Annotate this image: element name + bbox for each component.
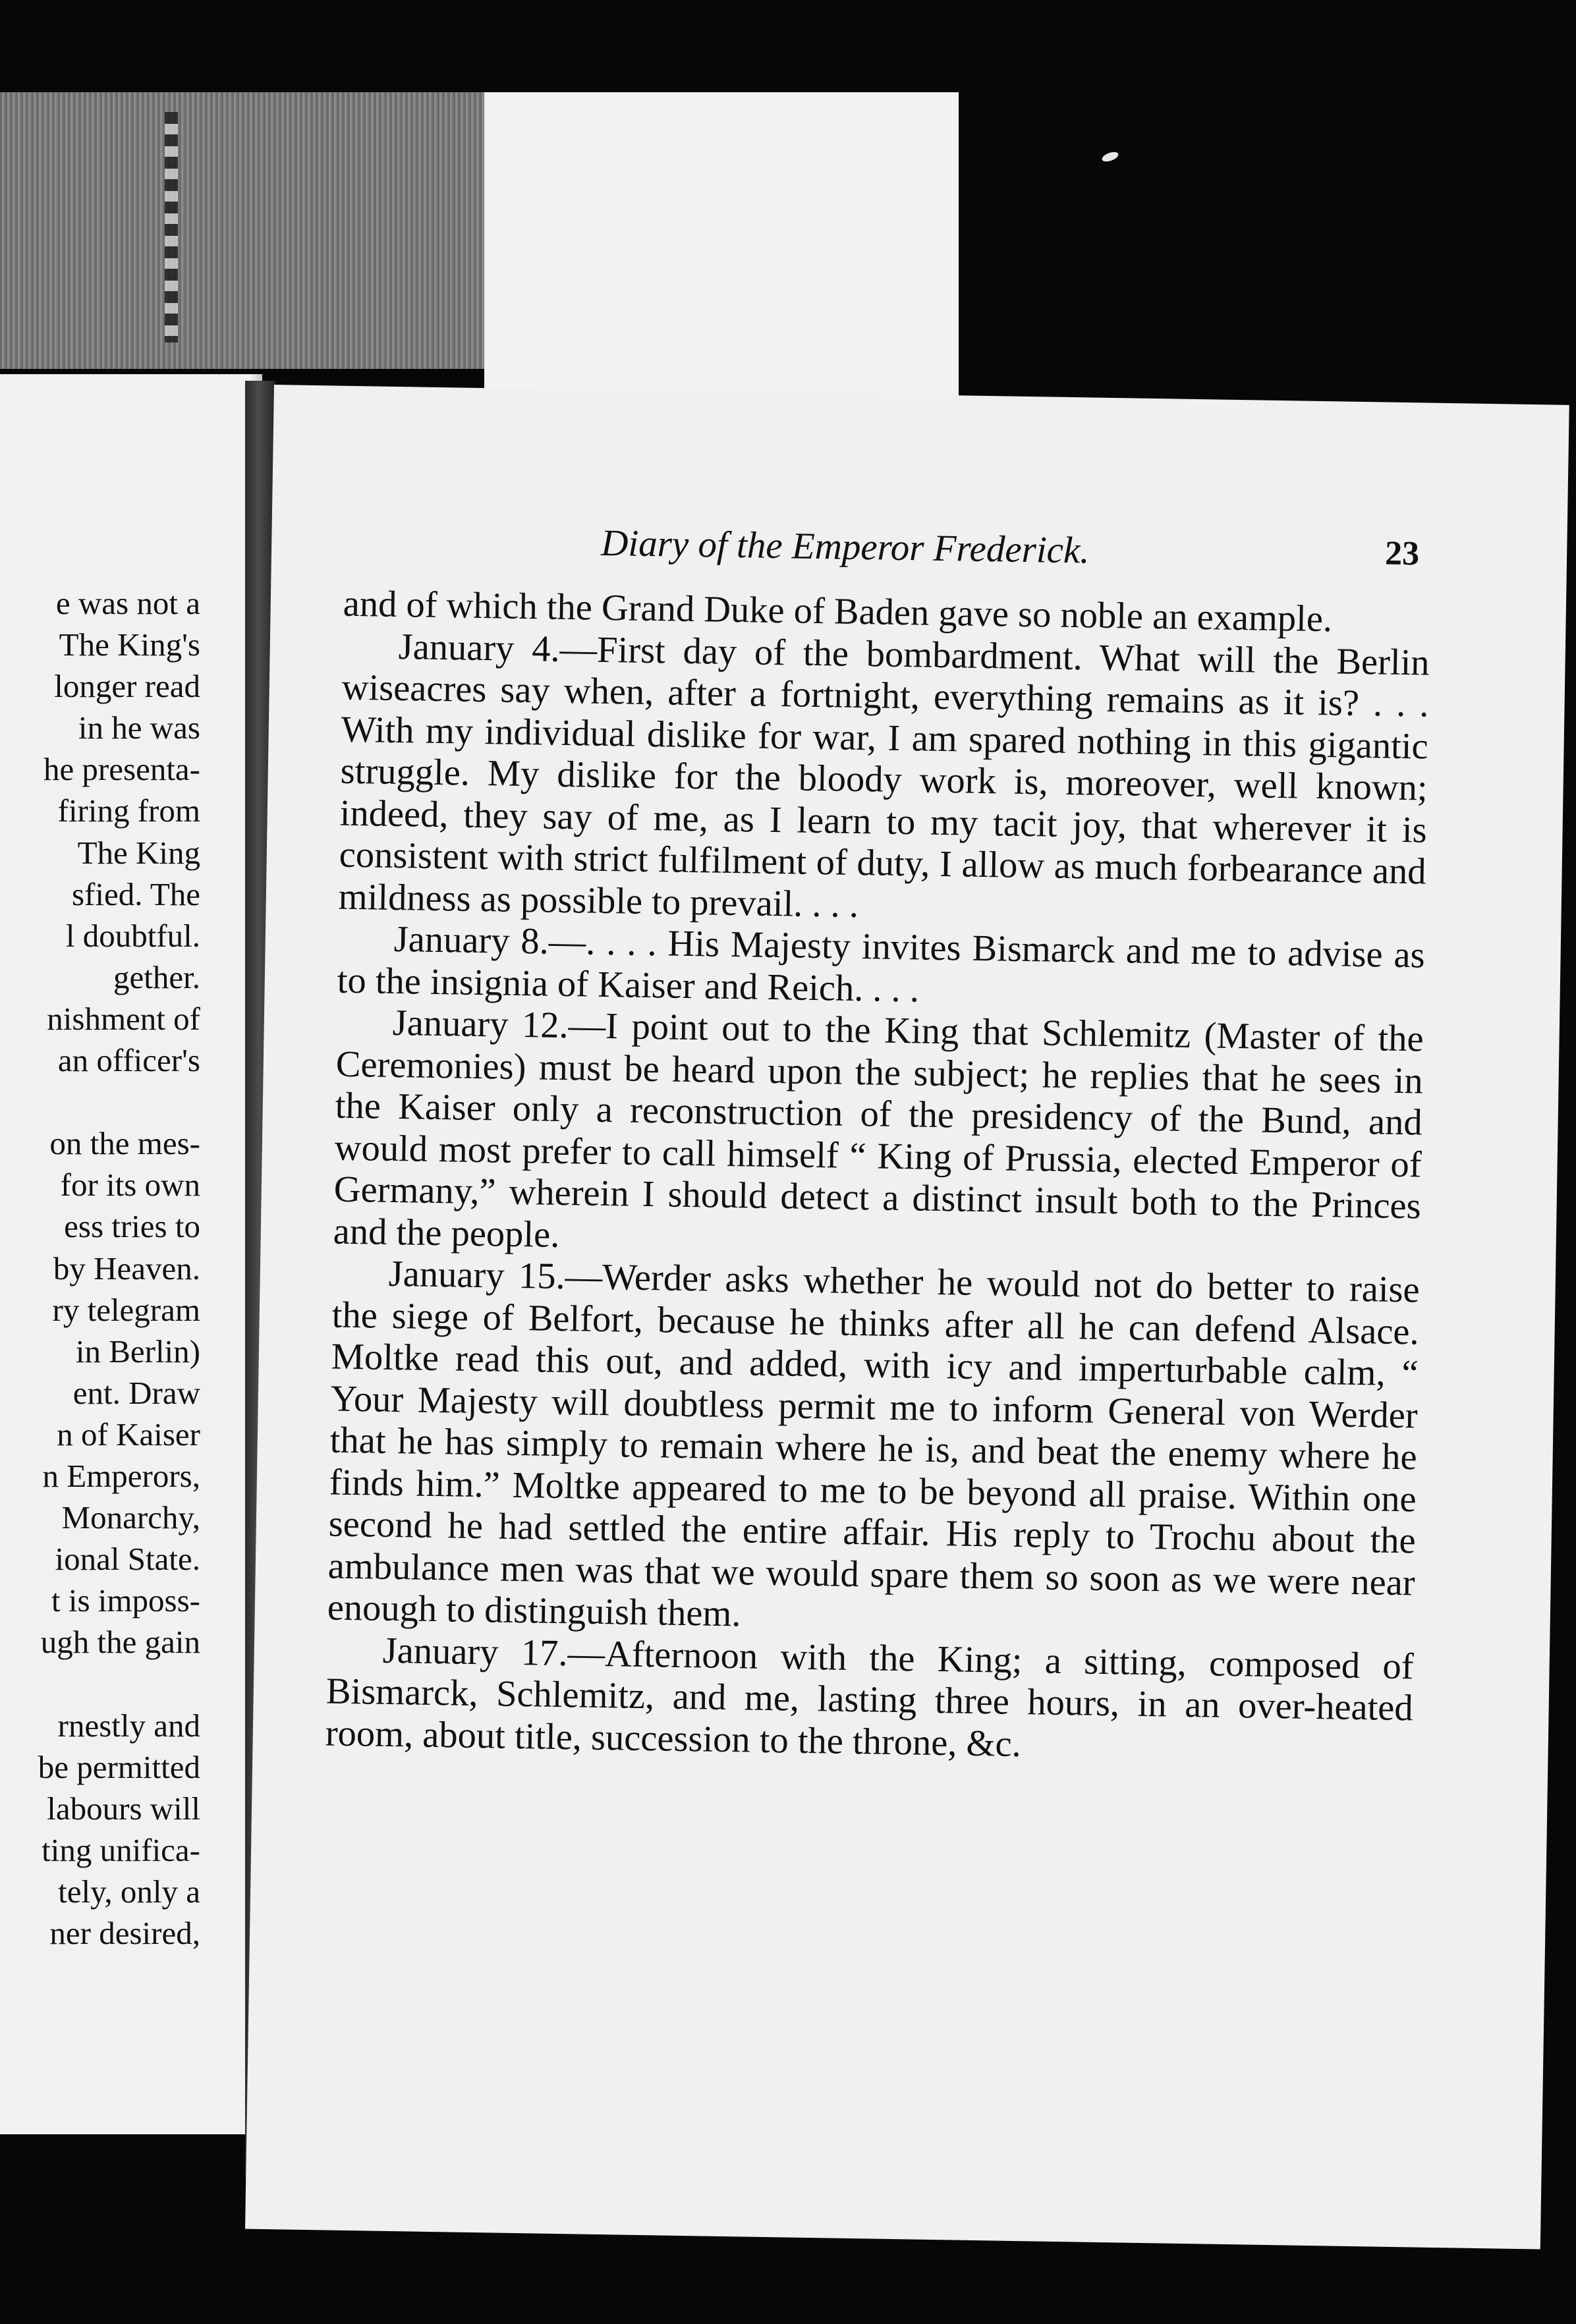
left-page-line: ugh the gain xyxy=(40,1624,200,1661)
left-page-line: ess tries to xyxy=(64,1208,200,1245)
body-text xyxy=(325,584,1430,1772)
left-page-line xyxy=(38,1081,200,1122)
paper-scrap xyxy=(484,92,959,408)
left-page-line xyxy=(38,1663,200,1704)
dust-speck xyxy=(1101,150,1120,163)
diary-entry-january-15: January 15.—Werder asks whether he would not do better to raise the siege of Belfort, because he thinks after all he can defend Alsace. Moltke read this out, and added, with icy and imperturbable calm, “ Your Majesty will doubtless permit me to inform General von Werder that he has simply to remain where he is, and beat the enemy where he finds him.” Moltke appeared to me to be beyond all praise. Within one second he had settled the entire affair. His reply to Trochu about the ambulance men was that we would spare them so soon as we were near enough to distinguish them. xyxy=(327,1253,1421,1635)
left-page-line: ent. Draw xyxy=(72,1374,200,1411)
left-page-line: on the mes- xyxy=(49,1125,200,1162)
left-page-line: for its own xyxy=(60,1167,200,1204)
paragraph-continuation: and of which the Grand Duke of Baden gave so noble an example. xyxy=(343,583,1333,640)
diary-entry-january-4: January 4.—First day of the bombardment. What will the Berlin wiseacres say when, after a fortnight, everything remains as it is? . . . With my individual dislike for war, I am spared nothing in this gigantic struggle. My dislike for the bloody work is, moreover, well known; indeed, they say of me, as I learn to my tacit joy, that wherever it is consistent with strict fulfilment of duty, I allow as much forbearance and mildness as possible to prevail. . . . xyxy=(338,626,1430,926)
left-page-line: sfied. The xyxy=(71,875,200,912)
left-page-line: l doubtful. xyxy=(65,917,200,954)
running-title: Diary of the Emperor Frederick. xyxy=(600,522,1090,572)
left-page-line: in he was xyxy=(78,709,200,746)
left-page xyxy=(0,374,262,2134)
page-header xyxy=(271,516,1436,581)
left-page-line: ting unifica- xyxy=(42,1831,200,1868)
left-page-line: n Emperors, xyxy=(42,1457,200,1494)
left-page-line: tely, only a xyxy=(58,1873,200,1910)
left-page-line: n of Kaiser xyxy=(57,1416,200,1452)
binding-stitching xyxy=(165,112,178,343)
diary-entry-january-12: January 12.—I point out to the King that Schlemitz (Master of the Ceremonies) must be heard upon the subject; he replies that he sees in the Kaiser only a reconstruction of the presidency of the Bund, and would most prefer to call himself “ King of Prussia, elected Emperor of Germany,” wherein I should detect a distinct insult both to the Princes and the people. xyxy=(333,1002,1424,1256)
left-page-line: he presenta- xyxy=(43,751,200,788)
left-page-line: Monarchy, xyxy=(61,1499,200,1536)
left-page-line: an officer's xyxy=(57,1042,200,1079)
left-page-line: gether. xyxy=(113,958,200,995)
left-page-line: ry telegram xyxy=(52,1291,200,1328)
left-page-line: ner desired, xyxy=(49,1915,200,1951)
page-number: 23 xyxy=(1384,534,1420,573)
right-page xyxy=(245,385,1569,2250)
left-page-line: firing from xyxy=(57,792,200,829)
left-page-line: The King's xyxy=(59,626,200,663)
left-page-line: ional State. xyxy=(55,1541,200,1578)
left-page-line: labours will xyxy=(47,1790,200,1827)
left-page-line: t is imposs- xyxy=(51,1582,200,1619)
left-page-line: be permitted xyxy=(38,1748,200,1785)
left-page-line: nishment of xyxy=(47,1000,200,1037)
left-page-line: rnestly and xyxy=(57,1707,200,1744)
left-page-line: in Berlin) xyxy=(75,1333,200,1370)
diary-entry-january-17: January 17.—Afternoon with the King; a sitting, composed of Bismarck, Schlemitz, and me, lasting three hours, in an over-heated room, about title, succession to the throne, &c. xyxy=(325,1630,1415,1765)
left-page-text xyxy=(38,582,200,1954)
left-page-line: by Heaven. xyxy=(53,1250,200,1286)
book-binding-strip xyxy=(0,92,491,369)
diary-entry-january-8: January 8.—. . . . His Majesty invites Bismarck and me to advise as to the insignia of Kaiser and Reich. . . . xyxy=(337,918,1426,1010)
left-page-line: The King xyxy=(77,834,200,871)
left-page-line: longer read xyxy=(54,668,200,705)
left-page-line: e was not a xyxy=(55,585,200,621)
